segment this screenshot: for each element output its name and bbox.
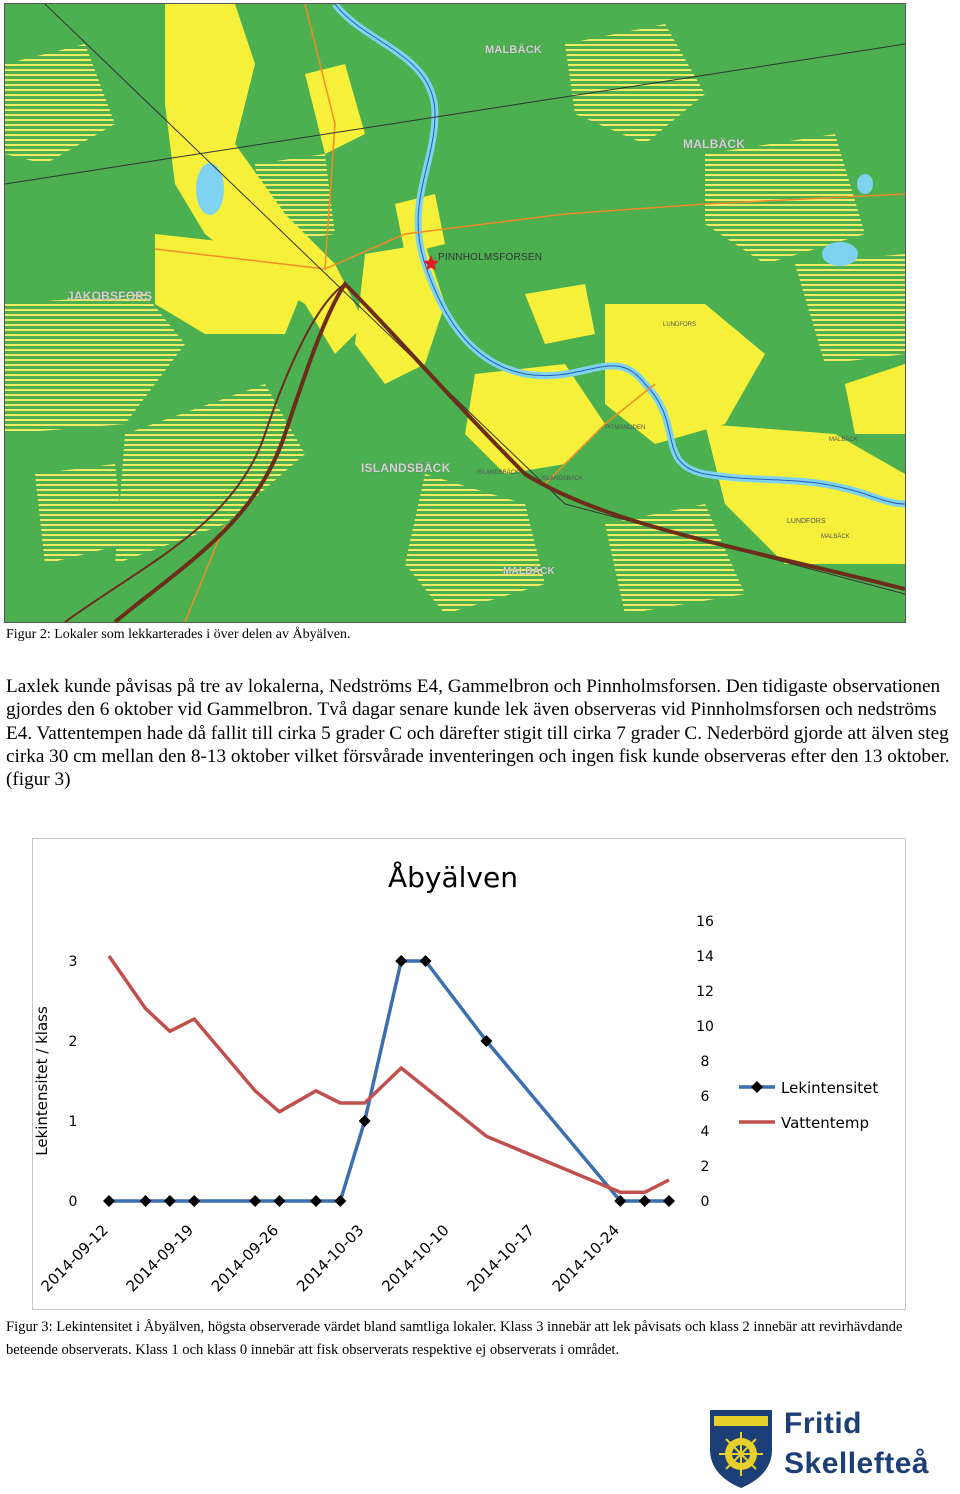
data-point-marker — [334, 1195, 346, 1207]
y-tick-label-right: 14 — [696, 949, 714, 965]
map-label-malback-small: MALBÄCK — [829, 437, 858, 443]
map-canvas — [5, 4, 905, 622]
data-point-marker — [140, 1195, 152, 1207]
chart-title: Åbyälven — [388, 861, 518, 894]
map-label-lundfors: LUNDFORS — [787, 518, 826, 525]
data-point-marker — [188, 1195, 200, 1207]
y-tick-label-left: 3 — [68, 954, 78, 970]
map-label-malback: MALBÄCK — [503, 566, 555, 577]
chart-figure — [32, 838, 906, 1310]
logo-line1: Fritid — [784, 1407, 862, 1440]
map-label-pinnholmsforsen: PINNHOLMSFORSEN — [438, 252, 543, 263]
x-tick-label: 2014-10-24 — [548, 1221, 624, 1296]
figure2-caption: Figur 2: Lokaler som lekkarterades i över delen av Åbyälven. — [6, 627, 351, 642]
legend-marker — [751, 1081, 763, 1093]
data-point-marker — [249, 1195, 261, 1207]
data-point-marker — [273, 1195, 285, 1207]
x-tick-label: 2014-09-19 — [122, 1221, 198, 1296]
y-tick-label-right: 10 — [696, 1019, 714, 1035]
body-paragraph: Laxlek kunde påvisas på tre av lokalerna, Nedströms E4, Gammelbron och Pinnholmsforsen. Den tidigaste observationen gjordes den 6 oktober vid Gammelbron. Två dagar senare kunde lek även observeras vid Pinnholmsforsen och nedströms E4. Vattentempen hade då fallit till cirka 5 grader C och därefter stigit till cirka 7 grader C. Nederbörd gjorde att älven steg cirka 30 cm mellan den 8-13 oktober vilket försvårade inventeringen och ingen fisk kunde observeras efter den 13 oktober. (figur 3) — [6, 676, 950, 791]
y-axis-left — [69, 954, 78, 1210]
data-point-marker — [359, 1115, 371, 1127]
map-label-pitmanliden: PITMANLIDEN — [605, 425, 646, 431]
y-tick-label-left: 0 — [68, 1194, 78, 1210]
y-tick-label-right: 6 — [700, 1089, 710, 1105]
x-tick-label: 2014-10-03 — [293, 1221, 368, 1296]
map-label-islandsback-small: ISLANDSBÄCK — [541, 476, 584, 482]
map-label-malback: MALBÄCK — [485, 44, 543, 56]
y-tick-label-left: 2 — [68, 1034, 78, 1050]
map-label-malback: MALBÄCK — [683, 137, 746, 151]
y-axis-right — [696, 914, 714, 1210]
chart-canvas — [33, 839, 905, 1309]
legend-label: Vattentemp — [781, 1114, 870, 1132]
x-tick-label: 2014-10-17 — [463, 1221, 538, 1296]
data-point-marker — [395, 955, 407, 967]
x-tick-label: 2014-09-12 — [37, 1221, 112, 1296]
y-axis-label: Lekintensitet / klass — [33, 1006, 51, 1156]
y-tick-label-right: 4 — [700, 1124, 710, 1140]
map-label-lundfors: LUNDFORS — [663, 322, 697, 328]
logo-line2: Skellefteå — [784, 1447, 930, 1480]
figure3-caption: Figur 3: Lekintensitet i Åbyälven, högsta observerade värdet bland samtliga lokaler. Klass 3 innebär att lek påvisats och klass 2 innebär att revirhävdande beteende observerats. Klass 1 och klass 0 innebär att fisk observerats respektive ej observerats i området. — [6, 1319, 903, 1358]
y-tick-label-right: 12 — [696, 984, 714, 1000]
map-label-islandsback: ISLANDSBÄCK — [361, 461, 451, 475]
x-tick-label: 2014-10-10 — [378, 1221, 453, 1296]
data-point-marker — [310, 1195, 322, 1207]
y-tick-label-right: 2 — [700, 1159, 710, 1175]
kommun-shield-icon — [706, 1406, 776, 1490]
map-label-jakobsfors: JAKOBSFORS — [67, 289, 153, 303]
y-tick-label-right: 16 — [696, 914, 714, 930]
legend-label: Lekintensitet — [781, 1079, 879, 1097]
data-point-marker — [103, 1195, 115, 1207]
data-point-marker — [164, 1195, 176, 1207]
x-axis — [37, 1221, 623, 1295]
map-figure — [4, 3, 906, 623]
y-tick-label-right: 0 — [700, 1194, 710, 1210]
logo — [706, 1406, 956, 1490]
map-label-malback-small: MALBÄCK — [821, 534, 850, 540]
data-point-marker — [663, 1195, 675, 1207]
legend — [739, 1079, 878, 1132]
map-label-islandsback-small: ISLANDSBÄCK — [477, 470, 520, 476]
data-point-marker — [639, 1195, 651, 1207]
y-tick-label-left: 1 — [68, 1114, 78, 1130]
series-layer — [103, 955, 675, 1207]
x-tick-label: 2014-09-26 — [207, 1221, 283, 1296]
y-tick-label-right: 8 — [700, 1054, 710, 1070]
